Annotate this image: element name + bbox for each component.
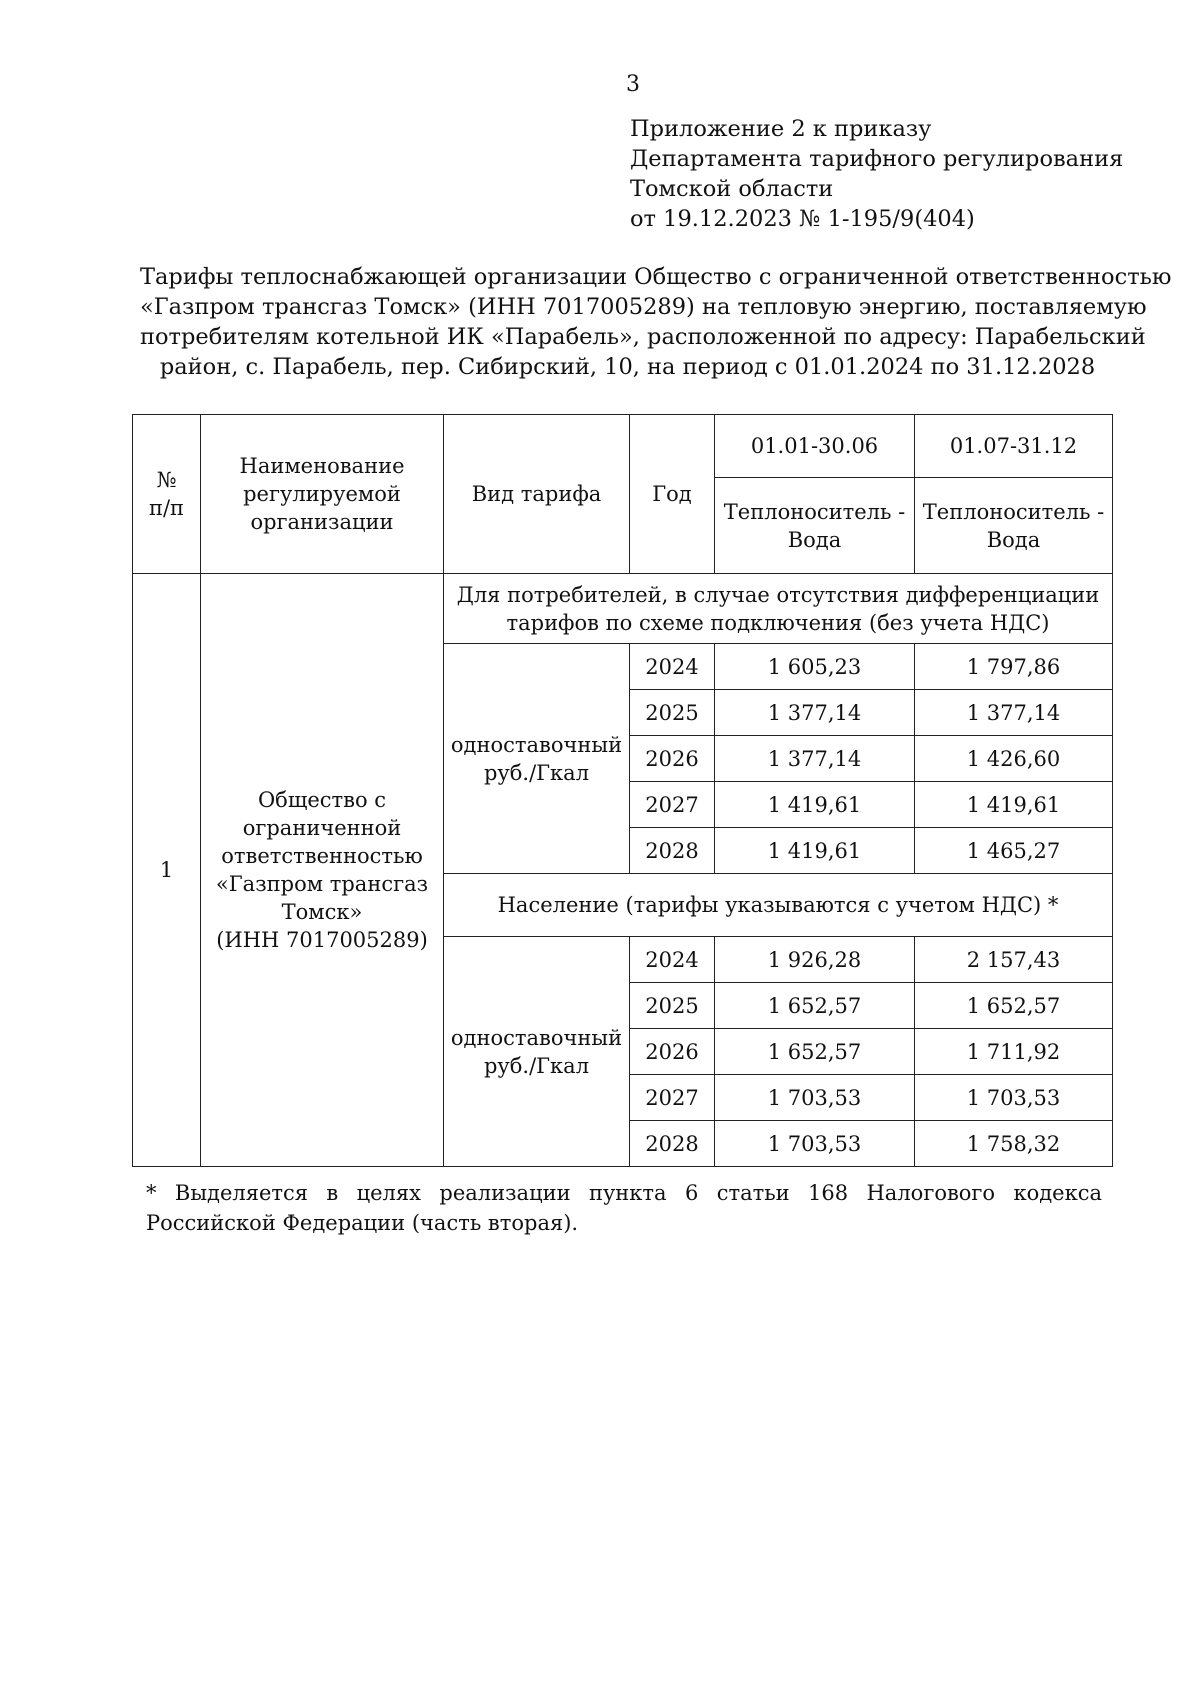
header-text: Вода — [787, 527, 842, 552]
tariff-value-cell: 1 419,61 — [715, 782, 915, 828]
year-cell: 2026 — [630, 1029, 715, 1075]
footnote: * Выделяется в целях реализации пункта 6 статьи 168 Налогового кодекса Российской Федерации (часть вторая). — [146, 1181, 1102, 1235]
tariff-value-cell: 1 711,92 — [915, 1029, 1113, 1075]
tariff-value-cell: 1 652,57 — [715, 983, 915, 1029]
tariff-value-cell: 1 426,60 — [915, 736, 1113, 782]
header-tariff-type: Вид тарифа — [444, 415, 630, 574]
document-title — [140, 262, 1172, 382]
title-line: район, с. Парабель, пер. Сибирский, 10, на период с 01.01.2024 по 31.12.2028 — [159, 354, 1096, 380]
header-period-second-half: 01.07-31.12 — [915, 415, 1113, 478]
organization-text: Общество с — [257, 788, 387, 812]
tariff-unit-text: руб./Гкал — [483, 760, 590, 785]
organization-text: ограниченной — [242, 816, 402, 840]
organization-text: Томск» — [281, 900, 363, 924]
year-cell: 2024 — [630, 937, 715, 983]
header-text: Вода — [986, 527, 1041, 552]
section-title-row — [133, 574, 1113, 644]
tariff-value-cell: 1 703,53 — [715, 1075, 915, 1121]
title-line: Тарифы теплоснабжающей организации Общество с ограниченной ответственностью — [140, 264, 1172, 290]
year-cell: 2025 — [630, 983, 715, 1029]
organization-text: ответственностью — [221, 844, 423, 868]
header-organization — [201, 415, 444, 574]
page-number: 3 — [626, 72, 640, 97]
appendix-line: Департамента тарифного регулирования — [630, 146, 1124, 172]
tariff-type-text: одноставочный — [450, 1025, 623, 1050]
appendix-line: Приложение 2 к приказу — [630, 116, 932, 142]
header-text: Теплоноситель - — [723, 499, 906, 524]
tariff-value-cell: 1 703,53 — [715, 1121, 915, 1167]
tariff-type-cell — [444, 644, 630, 874]
year-cell: 2027 — [630, 782, 715, 828]
tariff-value-cell: 1 926,28 — [715, 937, 915, 983]
title-line: потребителям котельной ИК «Парабель», расположенной по адресу: Парабельский — [140, 324, 1146, 350]
year-cell: 2025 — [630, 690, 715, 736]
header-period-first-half: 01.01-30.06 — [715, 415, 915, 478]
header-text: Наименование — [239, 454, 405, 478]
tariff-value-cell: 2 157,43 — [915, 937, 1113, 983]
header-heat-carrier — [915, 478, 1113, 574]
year-cell: 2028 — [630, 828, 715, 874]
table-header-row — [133, 415, 1113, 478]
tariff-value-cell: 1 465,27 — [915, 828, 1113, 874]
section-title — [444, 574, 1113, 644]
tariff-value-cell: 1 377,14 — [915, 690, 1113, 736]
header-text: № — [156, 468, 177, 492]
organization-text: (ИНН 7017005289) — [216, 928, 428, 952]
tariff-table — [132, 414, 1113, 1167]
header-year: Год — [630, 415, 715, 574]
year-cell: 2028 — [630, 1121, 715, 1167]
tariff-value-cell: 1 758,32 — [915, 1121, 1113, 1167]
tariff-value-cell: 1 703,53 — [915, 1075, 1113, 1121]
appendix-reference — [630, 114, 1123, 234]
tariff-unit-text: руб./Гкал — [483, 1053, 590, 1078]
tariff-value-cell: 1 652,57 — [715, 1029, 915, 1075]
section-title-line: Население (тарифы указываются с учетом НДС) * — [497, 893, 1059, 917]
tariff-value-cell: 1 419,61 — [715, 828, 915, 874]
tariff-type-text: одноставочный — [450, 732, 623, 757]
year-cell: 2027 — [630, 1075, 715, 1121]
appendix-line: Томской области — [630, 176, 834, 202]
title-line: «Газпром трансгаз Томск» (ИНН 7017005289) на тепловую энергию, поставляемую — [140, 294, 1147, 320]
year-cell: 2024 — [630, 644, 715, 690]
tariff-value-cell: 1 652,57 — [915, 983, 1113, 1029]
year-cell: 2026 — [630, 736, 715, 782]
tariff-value-cell: 1 419,61 — [915, 782, 1113, 828]
header-heat-carrier — [715, 478, 915, 574]
row-number-cell: 1 — [133, 574, 201, 1167]
tariff-value-cell: 1 377,14 — [715, 690, 915, 736]
header-number — [133, 415, 201, 574]
header-text: регулируемой — [243, 482, 401, 506]
appendix-order-date: от 19.12.2023 № 1-195/9(404) — [630, 206, 975, 232]
tariff-value-cell: 1 605,23 — [715, 644, 915, 690]
section-title-line: тарифов по схеме подключения (без учета НДС) — [506, 610, 1050, 635]
header-text: организации — [250, 510, 394, 534]
header-text: п/п — [148, 496, 185, 520]
organization-text: «Газпром трансгаз — [215, 872, 429, 896]
organization-cell — [201, 574, 444, 1167]
section-title-line: Для потребителей, в случае отсутствия дифференциации — [456, 582, 1100, 607]
tariff-type-cell — [444, 937, 630, 1167]
tariff-value-cell: 1 377,14 — [715, 736, 915, 782]
header-text: Теплоноситель - — [922, 499, 1105, 524]
section-title — [444, 874, 1113, 937]
tariff-value-cell: 1 797,86 — [915, 644, 1113, 690]
